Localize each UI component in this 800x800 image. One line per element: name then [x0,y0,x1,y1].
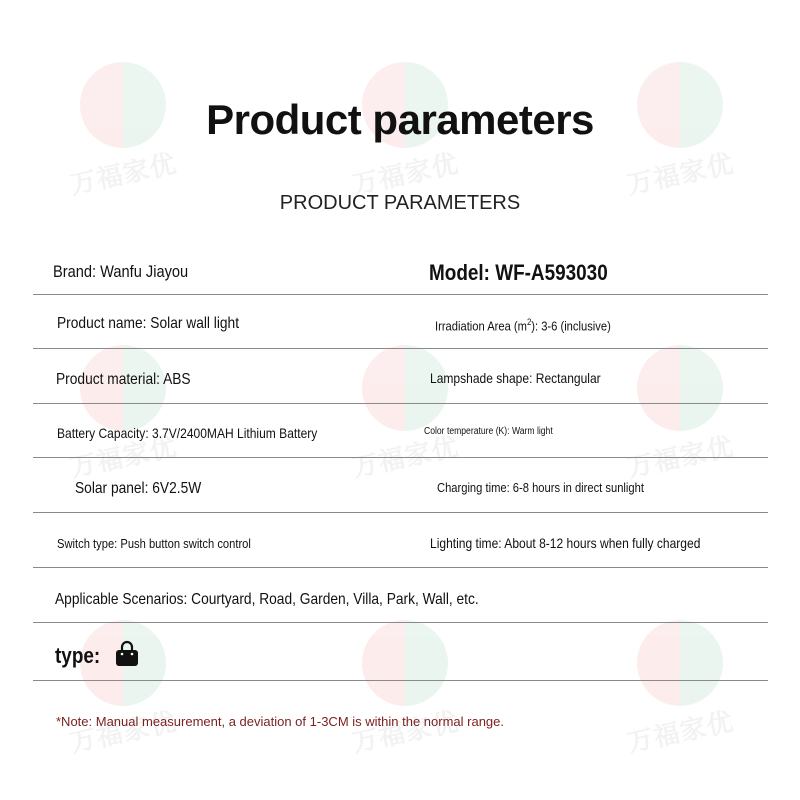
applicable-scenarios-label: Applicable Scenarios: Courtyard, Road, Garden, Villa, Park, Wall, etc. [55,591,479,608]
table-row [33,295,768,349]
watermark-logo: 万福家优 [340,620,470,770]
product-material-label: Product material: ABS [56,371,191,388]
measurement-note: *Note: Manual measurement, a deviation of 1-3CM is within the normal range. [56,714,504,729]
watermark-logo: 万福家优 [615,62,745,212]
table-row [33,349,768,404]
handbag-icon [113,640,141,668]
charging-time-label: Charging time: 6-8 hours in direct sunlight [437,480,644,495]
parameters-table [33,240,768,681]
solar-panel-label: Solar panel: 6V2.5W [75,480,202,497]
color-temperature-label: Color temperature (K): Warm light [424,426,553,437]
irradiation-area-label: Irradiation Area $(m^2)$: 3-6 (inclusive) [435,317,611,334]
watermark-logo: 万福家优 [58,620,188,770]
model-label: Model: WF-A593030 [429,260,608,285]
switch-type-label: Switch type: Push button switch control [57,536,251,551]
watermark-logo: 万福家优 [615,620,745,770]
watermark-logo: 万福家优 [340,345,470,495]
watermark-logo: 万福家优 [58,345,188,495]
brand-label: Brand: Wanfu Jiayou [53,262,189,281]
battery-capacity-label: Battery Capacity: 3.7V/2400MAH Lithium Battery [57,425,318,441]
type-label: type: [55,643,101,668]
watermark-logo: 万福家优 [58,62,188,212]
page-subtitle: PRODUCT PARAMETERS [279,192,521,214]
watermark-logo: 万福家优 [340,62,470,212]
table-row [33,404,768,458]
table-row [33,240,768,295]
lighting-time-label: Lighting time: About 8-12 hours when fully charged [430,535,701,551]
product-name-label: Product name: Solar wall light [57,315,240,332]
table-row [33,458,768,513]
table-row [33,568,768,623]
table-row [33,623,768,681]
lampshade-shape-label: Lampshade shape: Rectangular [430,370,601,386]
table-row [33,513,768,568]
page-title: Product parameters [206,96,594,143]
watermark-logo: 万福家优 [615,345,745,495]
